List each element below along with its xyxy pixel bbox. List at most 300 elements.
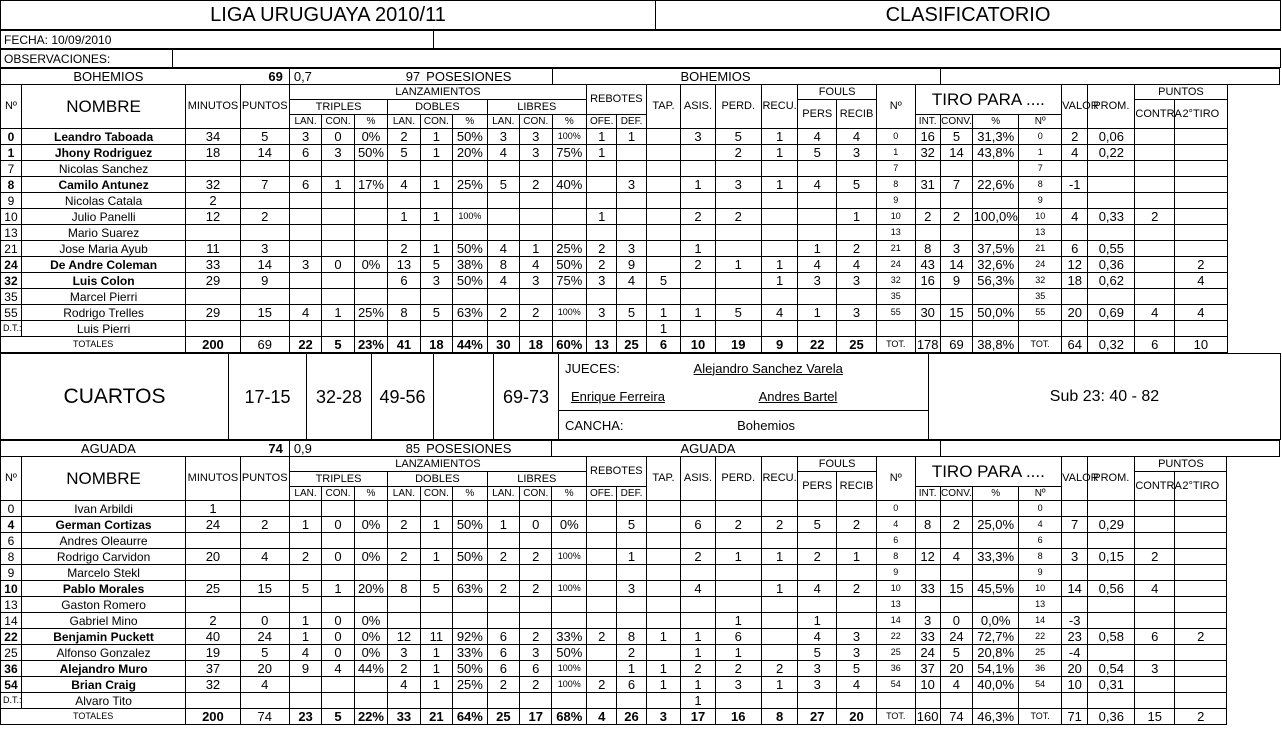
player-number: 10 bbox=[1, 209, 22, 225]
total-per: 16 bbox=[715, 709, 761, 725]
player-of: 1 bbox=[587, 209, 617, 225]
col-steals: RECU. bbox=[761, 85, 798, 129]
player-lc bbox=[520, 565, 552, 581]
player-val: 12 bbox=[1062, 257, 1088, 273]
player-tiro2 bbox=[1175, 501, 1227, 517]
obs-label: OBSERVACIONES: bbox=[1, 50, 173, 68]
player-row bbox=[1, 501, 1280, 517]
player-name: Gabriel Mino bbox=[21, 613, 185, 629]
player-per: 3 bbox=[715, 677, 761, 693]
player-tiro2 bbox=[1175, 581, 1227, 597]
player-tiro2 bbox=[1175, 193, 1227, 209]
player-fr: 4 bbox=[837, 257, 877, 273]
player-ll: 8 bbox=[487, 257, 519, 273]
player-lp: 100% bbox=[552, 305, 587, 321]
player-rec: 1 bbox=[761, 677, 798, 693]
player-fr: 5 bbox=[837, 661, 877, 677]
player-tiro2: 2 bbox=[1175, 257, 1227, 273]
player-dc: 1 bbox=[420, 677, 452, 693]
player-rec: 1 bbox=[761, 177, 798, 193]
player-pts: 15 bbox=[240, 305, 289, 321]
player-pct bbox=[973, 533, 1019, 549]
player-tap bbox=[646, 129, 681, 145]
player-n3: 1 bbox=[1019, 145, 1062, 161]
player-pct bbox=[973, 597, 1019, 613]
col-turnovers: PERD. bbox=[715, 457, 761, 501]
player-per bbox=[715, 241, 761, 257]
player-lp bbox=[552, 533, 587, 549]
player-lp: 100% bbox=[552, 677, 587, 693]
player-tl: 6 bbox=[289, 145, 321, 161]
player-tiro2 bbox=[1175, 177, 1227, 193]
player-per bbox=[715, 581, 761, 597]
player-number: 13 bbox=[1, 597, 22, 613]
player-tc bbox=[322, 209, 354, 225]
col-percent: % bbox=[973, 487, 1019, 501]
player-lc bbox=[520, 613, 552, 629]
player-n2: 1 bbox=[876, 145, 915, 161]
player-dl: 2 bbox=[388, 517, 420, 533]
col-assists: ASIS. bbox=[681, 85, 716, 129]
total-ll: 25 bbox=[487, 709, 519, 725]
player-row bbox=[1, 241, 1280, 257]
player-n3: 54 bbox=[1019, 677, 1062, 693]
player-de bbox=[617, 209, 646, 225]
player-number: 25 bbox=[1, 645, 22, 661]
player-de: 3 bbox=[617, 581, 646, 597]
player-tap bbox=[646, 597, 681, 613]
player-dc: 3 bbox=[420, 273, 452, 289]
player-de bbox=[617, 145, 646, 161]
player-dl: 4 bbox=[388, 177, 420, 193]
player-de: 2 bbox=[617, 645, 646, 661]
player-tp bbox=[354, 597, 387, 613]
player-number: 22 bbox=[1, 629, 22, 645]
player-val: 18 bbox=[1062, 273, 1088, 289]
col-free-throws: LIBRES bbox=[487, 100, 586, 115]
judges-row bbox=[559, 354, 929, 383]
player-dp: 63% bbox=[453, 305, 488, 321]
player-dl: 13 bbox=[388, 257, 420, 273]
player-tc: 1 bbox=[322, 305, 354, 321]
player-min bbox=[186, 161, 240, 177]
player-lp: 75% bbox=[552, 273, 587, 289]
player-pct: 50,0% bbox=[973, 305, 1019, 321]
player-asi: 1 bbox=[681, 677, 716, 693]
player-number: 21 bbox=[1, 241, 22, 257]
player-name: De Andre Coleman bbox=[21, 257, 185, 273]
player-tl: 1 bbox=[289, 613, 321, 629]
home-team-block bbox=[0, 68, 1280, 353]
player-contra bbox=[1135, 533, 1175, 549]
player-de: 9 bbox=[617, 257, 646, 273]
player-int bbox=[915, 289, 940, 305]
player-tc bbox=[322, 289, 354, 305]
col-sub-lan-3: LAN. bbox=[388, 487, 420, 501]
player-int: 8 bbox=[915, 241, 940, 257]
total-tp: 22% bbox=[354, 709, 387, 725]
player-pct bbox=[973, 501, 1019, 517]
player-dc bbox=[420, 501, 452, 517]
player-tap bbox=[646, 257, 681, 273]
player-val: 23 bbox=[1062, 629, 1088, 645]
total-of: 13 bbox=[587, 337, 617, 353]
player-per: 1 bbox=[715, 257, 761, 273]
player-n2: 9 bbox=[876, 193, 915, 209]
player-tp bbox=[354, 209, 387, 225]
player-name: Nicolas Sanchez bbox=[21, 161, 185, 177]
player-rec bbox=[761, 161, 798, 177]
coach-name: Luis Pierri bbox=[21, 321, 185, 337]
player-de: 5 bbox=[617, 305, 646, 321]
player-dp bbox=[453, 225, 488, 241]
player-dl: 2 bbox=[388, 549, 420, 565]
player-int: 24 bbox=[915, 645, 940, 661]
player-row bbox=[1, 305, 1280, 321]
player-number: 0 bbox=[1, 501, 22, 517]
player-contra bbox=[1135, 565, 1175, 581]
player-pct: 25,0% bbox=[973, 517, 1019, 533]
judge-1: Alejandro Sanchez Varela bbox=[693, 360, 843, 376]
player-tl: 1 bbox=[289, 629, 321, 645]
player-tp: 17% bbox=[354, 177, 387, 193]
player-lp: 40% bbox=[552, 177, 587, 193]
total-int: 178 bbox=[916, 337, 939, 352]
player-lp: 100% bbox=[552, 581, 587, 597]
player-row bbox=[1, 161, 1280, 177]
player-tiro2 bbox=[1175, 645, 1227, 661]
player-pct: 100,0% bbox=[973, 209, 1018, 224]
player-ll: 2 bbox=[487, 305, 519, 321]
player-name: Andres Oleaurre bbox=[21, 533, 185, 549]
player-contra: 4 bbox=[1135, 305, 1175, 321]
player-per: 2 bbox=[715, 517, 761, 533]
player-tl bbox=[289, 209, 321, 225]
player-lp bbox=[552, 501, 587, 517]
court-row bbox=[559, 411, 929, 440]
player-min bbox=[186, 597, 240, 613]
player-tp bbox=[354, 533, 387, 549]
player-tl bbox=[289, 677, 321, 693]
player-tl bbox=[289, 273, 321, 289]
player-pts: 14 bbox=[240, 145, 289, 161]
player-de bbox=[617, 565, 646, 581]
player-contra bbox=[1135, 257, 1175, 273]
player-tiro2 bbox=[1175, 289, 1227, 305]
player-dp: 92% bbox=[453, 629, 488, 645]
player-ll bbox=[487, 501, 519, 517]
player-dp: 50% bbox=[453, 549, 488, 565]
player-pts bbox=[240, 225, 289, 241]
player-tp: 0% bbox=[354, 645, 387, 661]
col-sub-pct-8: % bbox=[552, 115, 587, 129]
player-dl: 12 bbox=[388, 629, 420, 645]
player-int: 12 bbox=[915, 549, 940, 565]
col-sub-con-4: CON. bbox=[420, 487, 452, 501]
player-name: Rodrigo Carvidon bbox=[21, 549, 185, 565]
quarters-label: CUARTOS bbox=[1, 354, 229, 440]
player-val bbox=[1062, 225, 1088, 241]
player-ll: 1 bbox=[487, 517, 519, 533]
player-lp bbox=[552, 193, 587, 209]
player-per: 5 bbox=[715, 305, 761, 321]
player-tc bbox=[322, 193, 354, 209]
player-dl bbox=[388, 613, 420, 629]
player-tl: 4 bbox=[289, 305, 321, 321]
player-dl: 3 bbox=[388, 645, 420, 661]
coach-row bbox=[1, 321, 1280, 337]
player-row bbox=[1, 289, 1280, 305]
total-dc: 18 bbox=[420, 337, 452, 353]
player-conv: 9 bbox=[940, 273, 972, 289]
player-asi: 1 bbox=[681, 629, 716, 645]
player-dp bbox=[453, 501, 488, 517]
player-fr bbox=[837, 565, 877, 581]
player-int: 16 bbox=[915, 129, 940, 145]
player-asi: 1 bbox=[681, 177, 716, 193]
col-percent: % bbox=[973, 115, 1019, 129]
player-conv bbox=[940, 161, 972, 177]
player-dc: 5 bbox=[420, 257, 452, 273]
player-min: 1 bbox=[186, 501, 240, 517]
player-row bbox=[1, 145, 1280, 161]
col-converted: CONV. bbox=[941, 487, 972, 499]
player-name: Marcelo Stekl bbox=[21, 565, 185, 581]
player-de: 5 bbox=[617, 517, 646, 533]
col-number-3: Nº bbox=[1019, 487, 1062, 501]
total-dp: 64% bbox=[453, 709, 488, 725]
player-int bbox=[915, 161, 940, 177]
player-dp: 50% bbox=[453, 273, 488, 289]
away-team-block bbox=[0, 440, 1280, 725]
player-tc bbox=[322, 241, 354, 257]
player-fp bbox=[798, 161, 837, 177]
player-contra bbox=[1135, 517, 1175, 533]
player-dp: 63% bbox=[453, 581, 488, 597]
player-dl: 2 bbox=[388, 129, 420, 145]
player-tp bbox=[354, 501, 387, 517]
player-tap bbox=[646, 581, 681, 597]
player-name: Nicolas Catala bbox=[21, 193, 185, 209]
player-pct bbox=[973, 289, 1019, 305]
player-tl bbox=[289, 597, 321, 613]
player-n2: 8 bbox=[876, 177, 915, 193]
player-pts bbox=[240, 565, 289, 581]
player-pts: 3 bbox=[240, 241, 289, 257]
col-sub-pct-5: % bbox=[453, 487, 488, 501]
player-fp bbox=[798, 193, 837, 209]
player-dp bbox=[453, 597, 488, 613]
player-per bbox=[715, 565, 761, 581]
player-asi bbox=[681, 597, 716, 613]
team-ratio: 0,9 bbox=[289, 441, 354, 457]
player-tap bbox=[646, 289, 681, 305]
total-dp: 44% bbox=[453, 337, 488, 353]
total-tap: 3 bbox=[646, 709, 681, 725]
player-contra bbox=[1135, 129, 1175, 145]
player-ll bbox=[487, 613, 519, 629]
player-number: 8 bbox=[1, 177, 22, 193]
player-dc: 1 bbox=[420, 645, 452, 661]
player-tl: 4 bbox=[289, 645, 321, 661]
player-contra bbox=[1135, 501, 1175, 517]
player-pts: 2 bbox=[240, 209, 289, 225]
player-dp: 25% bbox=[453, 177, 488, 193]
player-tiro2 bbox=[1175, 677, 1227, 693]
col-sub-lan-0: LAN. bbox=[289, 487, 321, 501]
col-reb-def: DEF. bbox=[617, 487, 646, 501]
player-rec: 2 bbox=[761, 661, 798, 677]
player-tap bbox=[646, 225, 681, 241]
player-dc bbox=[420, 289, 452, 305]
col-number: Nº bbox=[1, 457, 22, 501]
col-reb-off: OFE. bbox=[587, 487, 617, 501]
player-prom bbox=[1088, 597, 1135, 613]
player-dc: 1 bbox=[420, 145, 452, 161]
player-tc bbox=[322, 677, 354, 693]
player-of bbox=[587, 581, 617, 597]
total-contra: 15 bbox=[1135, 709, 1175, 725]
player-n3: 0 bbox=[1019, 501, 1062, 517]
player-val: 4 bbox=[1062, 145, 1088, 161]
player-per bbox=[715, 161, 761, 177]
player-pts: 7 bbox=[240, 177, 289, 193]
player-tp: 0% bbox=[354, 129, 387, 145]
player-row bbox=[1, 129, 1280, 145]
total-dl: 33 bbox=[388, 709, 420, 725]
player-conv: 7 bbox=[940, 177, 972, 193]
home-stats-table bbox=[0, 68, 1280, 353]
player-row bbox=[1, 225, 1280, 241]
player-fp bbox=[798, 289, 837, 305]
player-tiro2 bbox=[1175, 225, 1227, 241]
player-contra bbox=[1135, 273, 1175, 289]
player-min: 12 bbox=[186, 209, 240, 225]
totals-row bbox=[1, 337, 1280, 353]
player-pts: 24 bbox=[240, 629, 289, 645]
player-lc: 6 bbox=[520, 661, 552, 677]
player-pts bbox=[240, 289, 289, 305]
player-tp bbox=[354, 565, 387, 581]
player-tap bbox=[646, 193, 681, 209]
player-name: Rodrigo Trelles bbox=[21, 305, 185, 321]
player-of: 2 bbox=[587, 241, 617, 257]
player-fp: 4 bbox=[798, 257, 837, 273]
quarter-4-score bbox=[434, 354, 494, 440]
player-of: 1 bbox=[587, 129, 617, 145]
total-tap: 6 bbox=[646, 337, 681, 353]
player-rec: 1 bbox=[761, 257, 798, 273]
player-of bbox=[587, 501, 617, 517]
col-doubles: DOBLES bbox=[388, 472, 487, 487]
player-lp: 75% bbox=[552, 145, 587, 161]
player-lc: 3 bbox=[520, 145, 552, 161]
player-fp: 2 bbox=[798, 549, 837, 565]
team-name-2: AGUADA bbox=[552, 441, 940, 457]
player-lc: 2 bbox=[520, 629, 552, 645]
player-number: 4 bbox=[1, 517, 22, 533]
player-prom: 0,33 bbox=[1088, 209, 1135, 225]
player-conv bbox=[940, 193, 972, 209]
player-dp: 100% bbox=[453, 209, 488, 225]
player-prom: 0,31 bbox=[1088, 677, 1135, 693]
player-lc bbox=[520, 225, 552, 241]
player-tap bbox=[646, 517, 681, 533]
player-number: 9 bbox=[1, 565, 22, 581]
player-fp: 1 bbox=[798, 613, 837, 629]
player-name: Jhony Rodriguez bbox=[21, 145, 185, 161]
player-prom bbox=[1088, 501, 1135, 517]
player-name: Benjamin Puckett bbox=[21, 629, 185, 645]
player-of: 2 bbox=[587, 677, 617, 693]
player-lc: 3 bbox=[520, 645, 552, 661]
player-tiro2 bbox=[1175, 661, 1227, 677]
player-tl: 3 bbox=[289, 257, 321, 273]
team-name: BOHEMIOS bbox=[1, 69, 186, 85]
total-fr: 25 bbox=[837, 337, 877, 353]
player-lc: 3 bbox=[520, 273, 552, 289]
possessions-label: POSESIONES bbox=[420, 441, 552, 457]
player-val: -1 bbox=[1062, 177, 1088, 193]
col-value: VALOR bbox=[1062, 85, 1088, 129]
player-rec bbox=[761, 209, 798, 225]
player-dc: 5 bbox=[420, 305, 452, 321]
player-rec: 1 bbox=[761, 145, 798, 161]
player-lc bbox=[520, 289, 552, 305]
player-name: German Cortizas bbox=[21, 517, 185, 533]
col-sub-con-1: CON. bbox=[322, 487, 354, 501]
player-rec: 1 bbox=[761, 273, 798, 289]
player-tp: 50% bbox=[354, 145, 387, 161]
player-pct: 33,3% bbox=[973, 549, 1019, 565]
player-tp: 25% bbox=[354, 305, 387, 321]
player-name: Julio Panelli bbox=[21, 209, 185, 225]
phase-title: CLASIFICATORIO bbox=[656, 1, 1281, 30]
player-pct bbox=[973, 565, 1019, 581]
player-conv bbox=[940, 501, 972, 517]
col-reb-def: DEF. bbox=[617, 115, 646, 129]
player-of bbox=[587, 613, 617, 629]
player-pct: 40,0% bbox=[973, 677, 1019, 693]
player-of: 3 bbox=[587, 305, 617, 321]
player-lc: 2 bbox=[520, 549, 552, 565]
player-per: 3 bbox=[715, 177, 761, 193]
player-pct: 56,3% bbox=[973, 273, 1019, 289]
player-n3: 10 bbox=[1019, 209, 1062, 225]
player-n2: 54 bbox=[876, 677, 915, 693]
player-of bbox=[587, 549, 617, 565]
player-n3: 9 bbox=[1019, 193, 1062, 209]
player-tap: 1 bbox=[646, 677, 681, 693]
player-asi: 4 bbox=[681, 581, 716, 597]
player-rec bbox=[761, 533, 798, 549]
player-contra bbox=[1135, 289, 1175, 305]
player-tp bbox=[354, 161, 387, 177]
player-dp: 33% bbox=[453, 645, 488, 661]
total-tiro2: 10 bbox=[1175, 337, 1227, 353]
col-number-2: Nº bbox=[876, 85, 915, 129]
player-asi: 1 bbox=[681, 305, 716, 321]
coach-steals: 1 bbox=[681, 693, 716, 709]
player-n2: 32 bbox=[876, 273, 915, 289]
player-int: 43 bbox=[915, 257, 940, 273]
player-asi: 2 bbox=[681, 257, 716, 273]
player-number: 14 bbox=[1, 613, 22, 629]
col-against: CONTRA bbox=[1135, 472, 1175, 501]
player-number: 8 bbox=[1, 549, 22, 565]
col-shots-for: TIRO PARA .... bbox=[915, 85, 1062, 115]
player-of bbox=[587, 661, 617, 677]
